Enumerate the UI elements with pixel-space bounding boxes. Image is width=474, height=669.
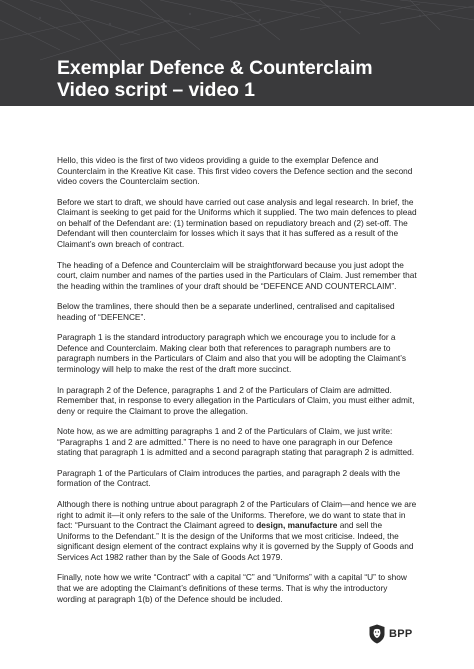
- header-banner: [0, 0, 474, 106]
- paragraph-2: Before we start to draft, we should have carried out case analysis and legal research. In brief, the Claimant is seeking to get paid for the Uniforms which it supplied. The two main defences to plead on behalf of the Defendant are: (1) termination based on repudiatory breach and (2) set-off. The Defendant will then counterclaim for losses which it says that it has suffered as a result of the Claimant’s own breach of contract.: [57, 196, 417, 250]
- script-body: [57, 155, 417, 614]
- page-title: [57, 57, 373, 101]
- paragraph-1: Hello, this video is the first of two videos providing a guide to the exemplar Defence and Counterclaim in the Kreative Kit case. This first video covers the Defence section and the second video covers the Counterclaim section.: [57, 155, 413, 187]
- paragraph-4: Below the tramlines, there should then be a separate underlined, centralised and capitalised heading of “DEFENCE”.: [57, 301, 395, 322]
- logo-text: BPP: [389, 628, 413, 640]
- paragraph-9-end: and sell the Uniforms to the Defendant.” It is the design of the Uniforms that we most criticise. Indeed, the significant design element of the contract explains why it is governed by the Supply of Goods and Services Act 1982 rather than by the Sale of Goods Act 1979.: [57, 520, 414, 562]
- paragraph-9-bold: design, manufacture: [256, 520, 338, 531]
- paragraph-3: The heading of a Defence and Counterclaim will be straightforward because you just adopt the court, claim number and names of the parties used in the Particulars of Claim. Just remember that the heading within the tramlines of your draft should be “DEFENCE AND COUNTERCLAIM”.: [57, 259, 417, 291]
- title-line-1: Exemplar Defence & Counterclaim: [57, 57, 373, 79]
- bpp-logo: [369, 624, 413, 644]
- title-line-2: Video script – video 1: [57, 79, 255, 101]
- paragraph-8: Paragraph 1 of the Particulars of Claim introduces the parties, and paragraph 2 deals with the formation of the Contract.: [57, 467, 401, 489]
- paragraph-9-start: Although there is nothing untrue about paragraph 2 of the Particulars of Claim—and hence we are right to admit it—it only refers to the sale of the Uniforms. Therefore, we do want to state that in fact: “Pursuant to the Contract the Claimant agreed to: [57, 498, 417, 531]
- paragraph-10: Finally, note how we write “Contract” with a capital “C” and “Uniforms” with a capital “U” to show that we are adopting the Claimant’s definitions of these terms. That is why the introductory wording at paragraph 1(b) of the Defence should be included.: [57, 572, 407, 604]
- paragraph-6: In paragraph 2 of the Defence, paragraphs 1 and 2 of the Particulars of Claim are admitted. Remember that, in response to every allegation in the Particulars of Claim, you must either admit, deny or require the Claimant to prove the allegation.: [57, 384, 415, 416]
- paragraph-9: [57, 499, 417, 563]
- paragraph-5: Paragraph 1 is the standard introductory paragraph which we encourage you to include for a Defence and Counterclaim. Making clear both that references to paragraph numbers are to paragraph numbers in the Particulars of Claim and also that you will be adopting the Claimant’s terminology will help to make the rest of the draft more succinct.: [57, 332, 406, 375]
- paragraph-7: Note how, as we are admitting paragraphs 1 and 2 of the Particulars of Claim, we just write: “Paragraphs 1 and 2 are admitted.” There is no need to have one paragraph in our Defence stating that paragraph 1 is admitted and a second paragraph stating that paragraph 2 is admitted.: [57, 426, 414, 458]
- lion-shield-icon: [369, 624, 385, 644]
